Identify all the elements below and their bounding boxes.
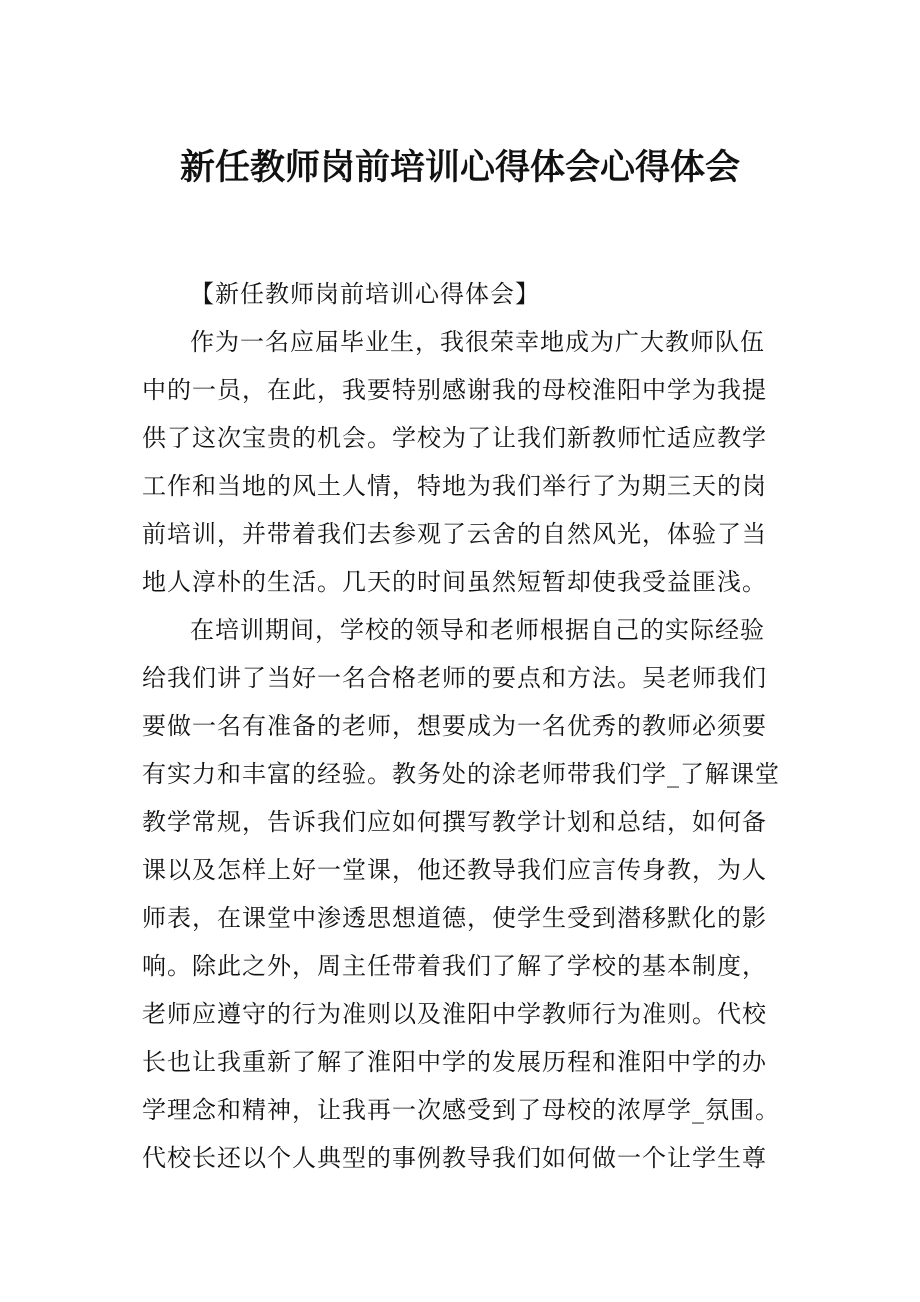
section-heading: 【新任教师岗前培训心得体会】	[190, 280, 540, 308]
paragraph-line: 响。除此之外，周主任带着我们了解了学校的基本制度，	[142, 952, 767, 980]
paragraph-line: 前培训，并带着我们去参观了云舍的自然风光，体验了当	[142, 520, 767, 548]
paragraph-line: 供了这次宝贵的机会。学校为了让我们新教师忙适应教学	[142, 424, 767, 452]
paragraph-line: 长也让我重新了解了淮阳中学的发展历程和淮阳中学的办	[142, 1048, 767, 1076]
paragraph-line: 教学常规，告诉我们应如何撰写教学计划和总结，如何备	[142, 808, 767, 836]
paragraph-line: 工作和当地的风土人情，特地为我们举行了为期三天的岗	[142, 472, 767, 500]
paragraph-line: 给我们讲了当好一名合格老师的要点和方法。吴老师我们	[142, 664, 767, 692]
paragraph-line: 要做一名有准备的老师，想要成为一名优秀的教师必须要	[142, 712, 767, 740]
paragraph-line: 有实力和丰富的经验。教务处的涂老师带我们学_了解课堂	[142, 760, 780, 788]
paragraph-line: 老师应遵守的行为准则以及淮阳中学教师行为准则。代校	[142, 1000, 767, 1028]
paragraph-line: 课以及怎样上好一堂课，他还教导我们应言传身教，为人	[142, 856, 767, 884]
document-body	[142, 270, 780, 1182]
paragraph-line: 中的一员，在此，我要特别感谢我的母校淮阳中学为我提	[142, 376, 767, 404]
paragraph-line: 地人淳朴的生活。几天的时间虽然短暂却使我受益匪浅。	[142, 568, 767, 596]
document-title: 新任教师岗前培训心得体会心得体会	[179, 148, 740, 188]
paragraph-line: 学理念和精神，让我再一次感受到了母校的浓厚学_氛围。	[142, 1096, 780, 1124]
paragraph-line: 代校长还以个人典型的事例教导我们如何做一个让学生尊	[142, 1144, 767, 1172]
paragraph-line: 作为一名应届毕业生，我很荣幸地成为广大教师队伍	[190, 328, 765, 356]
paragraph-line: 师表，在课堂中渗透思想道德，使学生受到潜移默化的影	[142, 904, 767, 932]
paragraph-line: 在培训期间，学校的领导和老师根据自己的实际经验	[190, 616, 765, 644]
